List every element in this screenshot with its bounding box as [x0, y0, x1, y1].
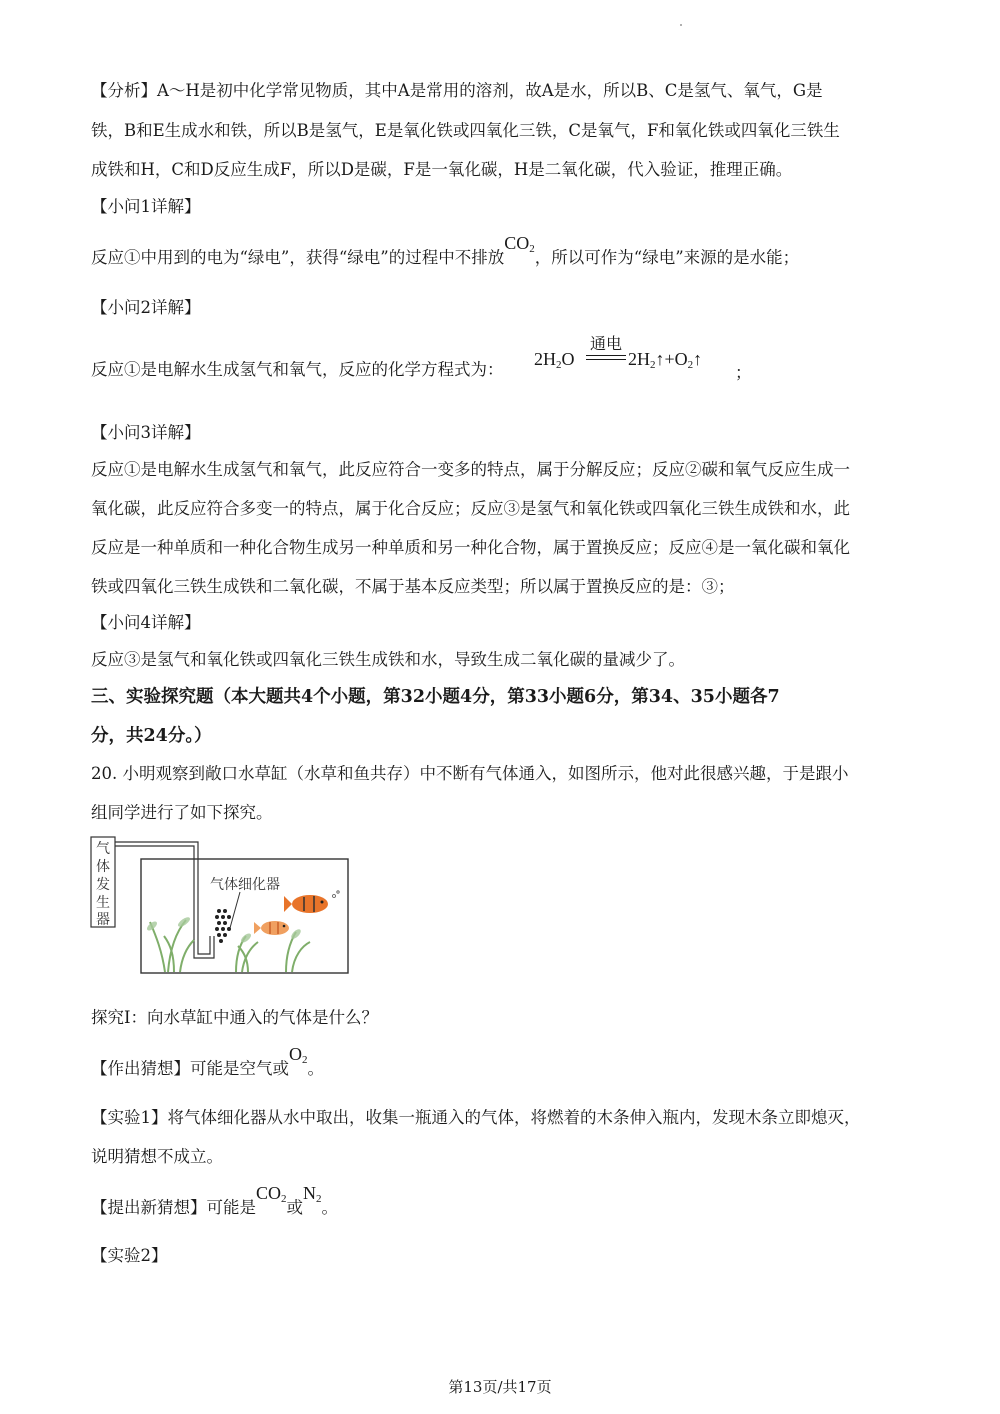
- equation-bar-bottom: [586, 359, 626, 360]
- q4-heading: 【小问4详解】: [91, 613, 201, 632]
- experiment-1-line-2: 说明猜想不成立。: [91, 1147, 223, 1166]
- guess-formula: $O_2$: [289, 1044, 308, 1066]
- guess-line: 【作出猜想】可能是空气或$O_2$。: [91, 1044, 324, 1078]
- generator-label-5: 器: [96, 912, 110, 928]
- scan-dot: [680, 24, 682, 26]
- equation-condition: 通电: [589, 334, 622, 353]
- section-title-line-1: 三、实验探究题（本大题共4个小题，第32小题4分，第33小题6分，第34、35小题各7: [91, 687, 780, 707]
- generator-label-1: 气: [96, 841, 110, 857]
- diffuser-bubbles: [215, 909, 231, 943]
- new-guess-formula-1: $CO_2$: [256, 1183, 287, 1205]
- generator-label-3: 发: [96, 877, 110, 893]
- new-guess-line: 【提出新猜想】可能是$CO_2$或$N_2$。: [91, 1183, 339, 1217]
- analysis-line-2: 铁，B和E生成水和铁，所以B是氢气，E是氧化铁或四氧化三铁，C是氧气，F和氧化铁或四氧化三铁生: [91, 121, 840, 140]
- diffuser-pointer: [230, 892, 240, 928]
- equation-bar-top: [586, 355, 626, 356]
- q1-formula: $CO_2$: [504, 233, 535, 255]
- q1-heading: 【小问1详解】: [91, 197, 201, 216]
- aquarium-figure: [90, 836, 352, 976]
- experiment-1-line-1: 【实验1】将气体细化器从水中取出，收集一瓶通入的气体，将燃着的木条伸入瓶内，发现木条立即熄灭，: [91, 1108, 861, 1127]
- q3-line-2: 氧化碳，此反应符合多变一的特点，属于化合反应；反应③是氢气和氧化铁或四氧化三铁生成铁和水，此: [91, 499, 850, 518]
- new-guess-formula-2: $N_2$: [303, 1183, 322, 1205]
- fish-bubbles: [333, 891, 340, 898]
- equation-lhs: $2H_2O$: [534, 349, 575, 371]
- fish-small: [254, 921, 289, 935]
- q2-heading: 【小问2详解】: [91, 298, 201, 317]
- q3-line-4: 铁或四氧化三铁生成铁和二氧化碳，不属于基本反应类型；所以属于置换反应的是：③；: [91, 577, 735, 596]
- q1-text: [91, 233, 921, 274]
- diffuser-label: 气体细化器: [210, 877, 280, 893]
- page-footer: 第13页/共17页: [448, 1378, 552, 1396]
- q3-heading: 【小问3详解】: [91, 423, 201, 442]
- section-title-line-2: 分，共24分。）: [91, 726, 212, 746]
- generator-label-2: 体: [96, 859, 110, 875]
- experiment-2-heading: 【实验2】: [91, 1246, 168, 1265]
- q2-tail: ；: [735, 363, 752, 382]
- q1-text-a: 反应①中用到的电为“绿电”，获得“绿电”的过程中不排放: [91, 248, 505, 267]
- chemical-equation: [534, 331, 754, 381]
- analysis-line-1: 【分析】A～H是初中化学常见物质，其中A是常用的溶剂，故A是水，所以B、C是氢气、氧气，G是: [91, 81, 823, 100]
- equation-rhs: $2H_2↑+O_2↑$: [628, 349, 703, 371]
- analysis-line-3: 成铁和H，C和D反应生成F，所以D是碳，F是一氧化碳，H是二氧化碳，代入验证，推理正确。: [91, 160, 793, 179]
- generator-label-4: 生: [96, 895, 110, 911]
- q1-text-b: ，所以可作为“绿电”来源的是水能；: [534, 248, 800, 267]
- q4-text: 反应③是氢气和氧化铁或四氧化三铁生成铁和水，导致生成二氧化碳的量减少了。: [91, 650, 685, 669]
- problem-20-line-2: 组同学进行了如下探究。: [91, 803, 273, 822]
- q3-line-1: 反应①是电解水生成氢气和氧气，此反应符合一变多的特点，属于分解反应；反应②碳和氧气反应生成一: [91, 460, 850, 479]
- gas-tube-inner: [115, 846, 214, 958]
- problem-20-line-1: 20. 小明观察到敞口水草缸（水草和鱼共存）中不断有气体通入，如图所示，他对此很感兴趣，于是跟小: [91, 764, 849, 783]
- fish-large: [284, 895, 328, 913]
- q3-line-3: 反应是一种单质和一种化合物生成另一种单质和另一种化合物，属于置换反应；反应④是一氧化碳和氧化: [91, 538, 850, 557]
- q2-text: 反应①是电解水生成氢气和氧气，反应的化学方程式为：: [91, 360, 504, 379]
- inquiry-1: 探究I：向水草缸中通入的气体是什么？: [91, 1008, 379, 1027]
